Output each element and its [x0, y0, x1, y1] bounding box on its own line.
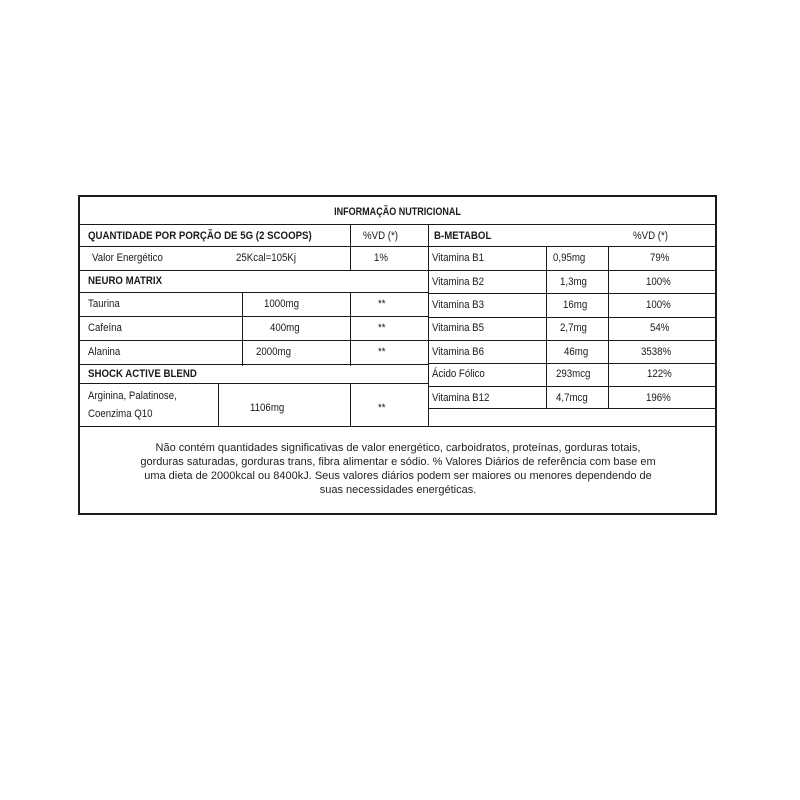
- shock-active-blend-header: SHOCK ACTIVE BLEND: [88, 368, 197, 380]
- footnote-line: gorduras saturadas, gorduras trans, fibra alimentar e sódio. % Valores Diários de referência com base em: [140, 456, 656, 468]
- vitamin-vd: 196%: [646, 392, 671, 404]
- vd-header-right: %VD (*): [633, 230, 668, 242]
- vitamin-name: Vitamina B12: [432, 392, 490, 404]
- ingredient-name: Cafeína: [88, 322, 122, 334]
- vitamin-amount: 293mcg: [556, 368, 591, 380]
- divider: [218, 383, 219, 426]
- vitamin-vd: 79%: [650, 252, 670, 264]
- divider: [80, 383, 428, 384]
- divider: [80, 426, 715, 427]
- vitamin-vd: 100%: [646, 276, 671, 288]
- vitamin-amount: 1,3mg: [560, 276, 587, 288]
- footnote-line: Não contém quantidades significativas de valor energético, carboidratos, proteínas, gorduras totais,: [155, 442, 641, 454]
- vitamin-amount: 2,7mg: [560, 322, 587, 334]
- ingredient-vd: **: [378, 298, 386, 310]
- ingredient-amount: 1106mg: [250, 402, 285, 414]
- ingredient-vd: **: [378, 402, 386, 414]
- vitamin-vd: 3538%: [641, 346, 672, 358]
- ingredient-amount: 400mg: [270, 322, 300, 334]
- ingredient-vd: **: [378, 322, 386, 334]
- vitamin-name: Vitamina B1: [432, 252, 485, 264]
- vitamin-name: Vitamina B6: [432, 346, 485, 358]
- energy-vd: 1%: [374, 252, 388, 264]
- vitamin-amount: 0,95mg: [553, 252, 586, 264]
- divider: [428, 224, 429, 426]
- divider: [428, 340, 715, 341]
- divider: [350, 224, 351, 270]
- b-metabol-header: B-METABOL: [434, 230, 492, 242]
- ingredient-name: Taurina: [88, 298, 120, 310]
- divider: [428, 386, 715, 387]
- divider: [350, 292, 351, 366]
- energy-amount: 25Kcal=105Kj: [236, 252, 297, 264]
- vitamin-vd: 54%: [650, 322, 670, 334]
- divider: [242, 292, 243, 366]
- vitamin-amount: 16mg: [563, 299, 588, 311]
- divider: [428, 293, 715, 294]
- vitamin-amount: 46mg: [564, 346, 589, 358]
- vitamin-amount: 4,7mcg: [556, 392, 588, 404]
- divider: [80, 316, 428, 317]
- vitamin-name: Vitamina B2: [432, 276, 485, 288]
- divider: [80, 270, 428, 271]
- vitamin-name: Vitamina B3: [432, 299, 485, 311]
- divider: [80, 364, 428, 365]
- divider: [80, 224, 715, 225]
- divider: [428, 246, 715, 247]
- panel-title: INFORMAÇÃO NUTRICIONAL: [334, 206, 461, 218]
- portion-header: QUANTIDADE POR PORÇÃO DE 5G (2 SCOOPS): [88, 230, 312, 242]
- divider: [80, 292, 428, 293]
- vitamin-name: Vitamina B5: [432, 322, 485, 334]
- vitamin-name: Ácido Fólico: [432, 368, 485, 380]
- divider: [428, 363, 715, 364]
- neuro-matrix-header: NEURO MATRIX: [88, 275, 163, 287]
- vitamin-vd: 122%: [647, 368, 672, 380]
- ingredient-amount: 1000mg: [264, 298, 299, 310]
- ingredient-name-line1: Arginina, Palatinose,: [88, 390, 177, 402]
- ingredient-amount: 2000mg: [256, 346, 291, 358]
- divider: [350, 383, 351, 426]
- vd-header-left: %VD (*): [363, 230, 398, 242]
- footnote: [98, 441, 698, 497]
- footnote-line: uma dieta de 2000kcal ou 8400kJ. Seus valores diários podem ser maiores ou menores dependendo de: [144, 470, 652, 482]
- vitamin-vd: 100%: [646, 299, 671, 311]
- divider: [428, 408, 715, 409]
- ingredient-name: Alanina: [88, 346, 121, 358]
- divider: [80, 246, 428, 247]
- nutrition-facts-panel: [78, 195, 717, 515]
- ingredient-vd: **: [378, 346, 386, 358]
- energy-label: Valor Energético: [92, 252, 163, 264]
- footnote-line: suas necessidades energéticas.: [319, 484, 477, 496]
- divider: [80, 340, 428, 341]
- divider: [428, 270, 715, 271]
- divider: [428, 317, 715, 318]
- ingredient-name-line2: Coenzima Q10: [88, 408, 153, 420]
